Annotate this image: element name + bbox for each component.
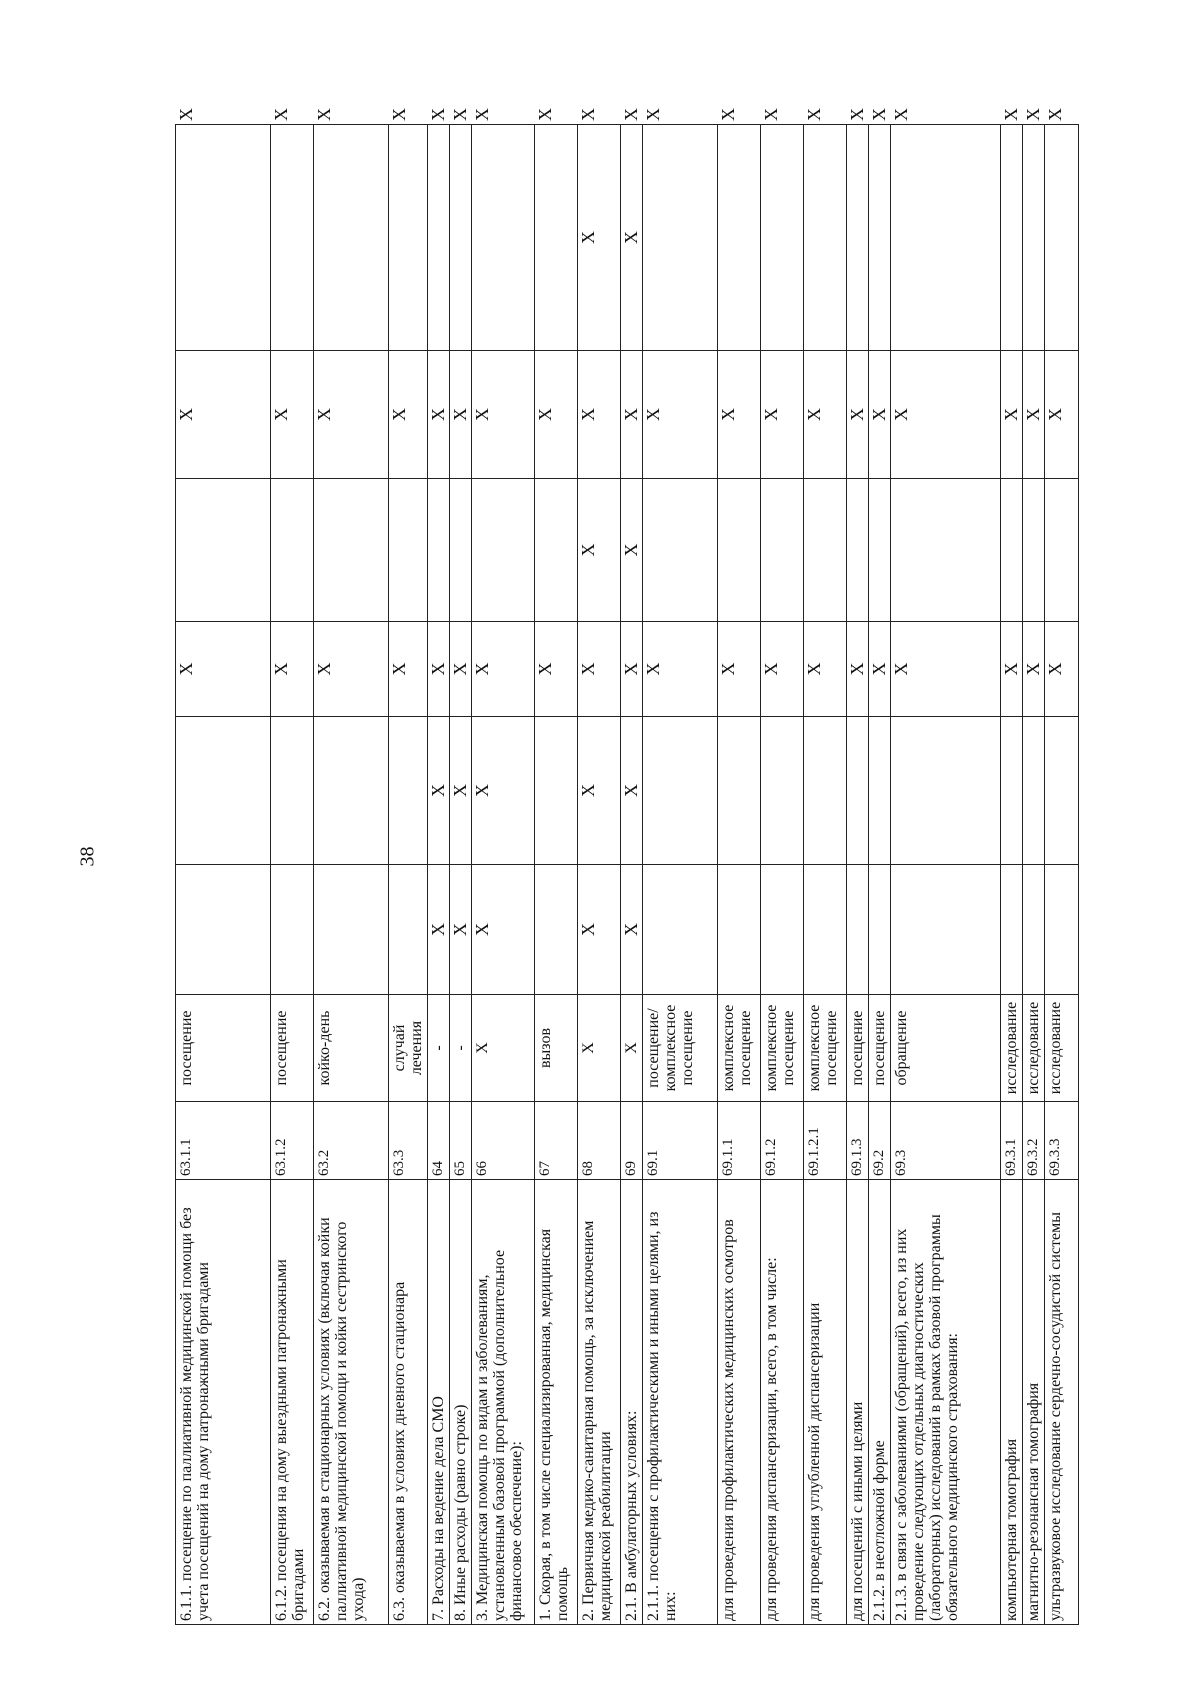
col3-cell: X: [761, 622, 804, 717]
table-row: 6.2. оказываемая в стационарных условиях (включая койки паллиативной медицинской помощи и койки сестринского ухода) 63.2 койко-день X X X: [314, 125, 389, 1625]
table-row: 3. Медицинская помощь по видам и заболеваниям, установленным базовой программой (дополнительное финансовое обеспечение): 66 X X X X X X: [472, 125, 535, 1625]
col4-cell: [450, 479, 472, 622]
col3-cell: X: [621, 622, 643, 717]
code-cell: 69.3: [891, 1102, 1001, 1180]
col3-cell: X: [869, 622, 891, 717]
col5-cell: X: [271, 351, 314, 479]
col3-cell: X: [578, 622, 621, 717]
col2-cell: [176, 717, 271, 865]
col5-cell: X: [578, 351, 621, 479]
col4-cell: [314, 479, 389, 622]
unit-cell: комплексное посещение: [804, 995, 847, 1102]
col1-cell: X: [472, 865, 535, 995]
name-cell: компьютерная томография: [1001, 1180, 1023, 1625]
col6-cell: [891, 125, 1001, 351]
col6-cell: X: [578, 125, 621, 351]
code-cell: 64: [428, 1102, 450, 1180]
col1-cell: [535, 865, 578, 995]
col1-cell: [1023, 865, 1045, 995]
code-cell: 63.1.2: [271, 1102, 314, 1180]
unit-cell: X: [621, 995, 643, 1102]
name-cell: магнитно-резонансная томография: [1023, 1180, 1045, 1625]
col4-cell: [643, 479, 718, 622]
col6-cell: [314, 125, 389, 351]
col6-cell: [389, 125, 428, 351]
col6-cell: [643, 125, 718, 351]
col5-cell: X: [450, 351, 472, 479]
col3-cell: X: [472, 622, 535, 717]
col4-cell: [535, 479, 578, 622]
col2-cell: [535, 717, 578, 865]
col2-cell: [847, 717, 869, 865]
name-cell: для проведения профилактических медицинских осмотров: [718, 1180, 761, 1625]
unit-cell: исследование: [1023, 995, 1045, 1102]
table-row: 6.1.1. посещение по паллиативной медицинской помощи без учета посещений на дому патронажными бригадами 63.1.1 посещение X X X: [176, 125, 271, 1625]
table-row: ультразвуковое исследование сердечно-сосудистой системы 69.3.3 исследование X X X: [1045, 125, 1079, 1625]
unit-cell: посещение: [176, 995, 271, 1102]
code-cell: 69.3.3: [1045, 1102, 1079, 1180]
col3-cell: X: [847, 622, 869, 717]
col5-cell: X: [761, 351, 804, 479]
col4-cell: X: [578, 479, 621, 622]
code-cell: 69.3.2: [1023, 1102, 1045, 1180]
unit-cell: исследование: [1001, 995, 1023, 1102]
col1-cell: X: [450, 865, 472, 995]
col5-cell: X: [314, 351, 389, 479]
name-cell: для проведения углубленной диспансеризации: [804, 1180, 847, 1625]
code-cell: 63.1.1: [176, 1102, 271, 1180]
col3-cell: X: [643, 622, 718, 717]
col3-cell: X: [804, 622, 847, 717]
table-row: для посещений с иными целями 69.1.3 посещение X X X: [847, 125, 869, 1625]
col3-cell: X: [1045, 622, 1079, 717]
code-cell: 69: [621, 1102, 643, 1180]
unit-cell: случай лечения: [389, 995, 428, 1102]
col5-cell: X: [389, 351, 428, 479]
col6-cell: [718, 125, 761, 351]
name-cell: ультразвуковое исследование сердечно-сосудистой системы: [1045, 1180, 1079, 1625]
col2-cell: [271, 717, 314, 865]
col5-cell: X: [535, 351, 578, 479]
rotated-table-container: [175, 108, 1080, 1625]
name-cell: для проведения диспансеризации, всего, в том числе:: [761, 1180, 804, 1625]
name-cell: 8. Иные расходы (равно строке): [450, 1180, 472, 1625]
col2-cell: [1023, 717, 1045, 865]
col3-cell: X: [891, 622, 1001, 717]
table-row: 2.1.1. посещения с профилактическими и иными целями, из них: 69.1 посещение/ комплексное посещение X X X: [643, 125, 718, 1625]
unit-cell: исследование: [1045, 995, 1079, 1102]
table-row: 8. Иные расходы (равно строке) 65 - X X X X X: [450, 125, 472, 1625]
col1-cell: X: [621, 865, 643, 995]
col2-cell: [389, 717, 428, 865]
code-cell: 69.1.1: [718, 1102, 761, 1180]
col5-cell: X: [643, 351, 718, 479]
col1-cell: X: [428, 865, 450, 995]
unit-cell: посещение/ комплексное посещение: [643, 995, 718, 1102]
col6-cell: [535, 125, 578, 351]
col6-cell: [472, 125, 535, 351]
code-cell: 66: [472, 1102, 535, 1180]
col3-cell: X: [314, 622, 389, 717]
code-cell: 63.3: [389, 1102, 428, 1180]
code-cell: 69.1.2: [761, 1102, 804, 1180]
page-number: 38: [76, 846, 99, 867]
col6-cell: [176, 125, 271, 351]
col5-cell: X: [428, 351, 450, 479]
unit-cell: X: [472, 995, 535, 1102]
table-row: 2. Первичная медико-санитарная помощь, за исключением медицинской реабилитации 68 X X X X X X X X: [578, 125, 621, 1625]
col2-cell: [869, 717, 891, 865]
col4-cell: [472, 479, 535, 622]
unit-cell: посещение: [869, 995, 891, 1102]
col5-cell: X: [869, 351, 891, 479]
code-cell: 69.2: [869, 1102, 891, 1180]
col2-cell: [1045, 717, 1079, 865]
col5-cell: X: [176, 351, 271, 479]
unit-cell: вызов: [535, 995, 578, 1102]
name-cell: 1. Скорая, в том числе специализированная, медицинская помощь: [535, 1180, 578, 1625]
col3-cell: X: [718, 622, 761, 717]
col4-cell: [761, 479, 804, 622]
col2-cell: X: [450, 717, 472, 865]
table-row: 2.1. В амбулаторных условиях: 69 X X X X X X X X: [621, 125, 643, 1625]
col3-cell: X: [450, 622, 472, 717]
code-cell: 63.2: [314, 1102, 389, 1180]
unit-cell: обращение: [891, 995, 1001, 1102]
unit-cell: -: [450, 995, 472, 1102]
col1-cell: [314, 865, 389, 995]
name-cell: 2.1.2. в неотложной форме: [869, 1180, 891, 1625]
col2-cell: X: [621, 717, 643, 865]
code-cell: 69.1.2.1: [804, 1102, 847, 1180]
unit-cell: -: [428, 995, 450, 1102]
col6-cell: [869, 125, 891, 351]
col5-cell: X: [804, 351, 847, 479]
code-cell: 69.1: [643, 1102, 718, 1180]
col3-cell: X: [271, 622, 314, 717]
col1-cell: [869, 865, 891, 995]
col4-cell: [428, 479, 450, 622]
col2-cell: [891, 717, 1001, 865]
col1-cell: [1045, 865, 1079, 995]
col2-cell: [718, 717, 761, 865]
code-cell: 69.1.3: [847, 1102, 869, 1180]
name-cell: 7. Расходы на ведение дела СМО: [428, 1180, 450, 1625]
col1-cell: [761, 865, 804, 995]
col1-cell: [389, 865, 428, 995]
col6-cell: [761, 125, 804, 351]
col4-cell: [718, 479, 761, 622]
unit-cell: койко-день: [314, 995, 389, 1102]
col5-cell: X: [472, 351, 535, 479]
col2-cell: [761, 717, 804, 865]
col2-cell: [1001, 717, 1023, 865]
col1-cell: X: [578, 865, 621, 995]
col1-cell: [891, 865, 1001, 995]
col5-cell: X: [1023, 351, 1045, 479]
col2-cell: X: [428, 717, 450, 865]
table-row: компьютерная томография 69.3.1 исследование X X X: [1001, 125, 1023, 1625]
table-row: 1. Скорая, в том числе специализированная, медицинская помощь 67 вызов X X X: [535, 125, 578, 1625]
table-row: для проведения диспансеризации, всего, в том числе: 69.1.2 комплексное посещение X X X: [761, 125, 804, 1625]
col1-cell: [718, 865, 761, 995]
table-row: 2.1.2. в неотложной форме 69.2 посещение X X X: [869, 125, 891, 1625]
col3-cell: X: [535, 622, 578, 717]
name-cell: для посещений с иными целями: [847, 1180, 869, 1625]
table-body: [176, 108, 1079, 1625]
col4-cell: [891, 479, 1001, 622]
table-row: 6.3. оказываемая в условиях дневного стационара 63.3 случай лечения X X X: [389, 125, 428, 1625]
col4-cell: [869, 479, 891, 622]
col4-cell: [389, 479, 428, 622]
unit-cell: посещение: [847, 995, 869, 1102]
col4-cell: [176, 479, 271, 622]
col6-cell: [847, 125, 869, 351]
col6-cell: [804, 125, 847, 351]
table-row: 6.1.2. посещения на дому выездными патронажными бригадами 63.1.2 посещение X X X: [271, 125, 314, 1625]
name-cell: 3. Медицинская помощь по видам и заболеваниям, установленным базовой программой (дополнительное финансовое обеспечение):: [472, 1180, 535, 1625]
col6-cell: [271, 125, 314, 351]
col6-cell: [1023, 125, 1045, 351]
col3-cell: X: [428, 622, 450, 717]
unit-cell: посещение: [271, 995, 314, 1102]
col1-cell: [847, 865, 869, 995]
name-cell: 6.1.1. посещение по паллиативной медицинской помощи без учета посещений на дому патронажными бригадами: [176, 1180, 271, 1625]
name-cell: 2.1.1. посещения с профилактическими и иными целями, из них:: [643, 1180, 718, 1625]
col5-cell: X: [1001, 351, 1023, 479]
col3-cell: X: [1001, 622, 1023, 717]
col2-cell: [643, 717, 718, 865]
col4-cell: [271, 479, 314, 622]
code-cell: 65: [450, 1102, 472, 1180]
table-row: 7. Расходы на ведение дела СМО 64 - X X X X X: [428, 125, 450, 1625]
name-cell: 6.1.2. посещения на дому выездными патронажными бригадами: [271, 1180, 314, 1625]
code-cell: 69.3.1: [1001, 1102, 1023, 1180]
name-cell: 6.2. оказываемая в стационарных условиях (включая койки паллиативной медицинской помощи и койки сестринского ухода): [314, 1180, 389, 1625]
col3-cell: X: [176, 622, 271, 717]
col6-cell: [428, 125, 450, 351]
col1-cell: [176, 865, 271, 995]
code-cell: 68: [578, 1102, 621, 1180]
unit-cell: комплексное посещение: [761, 995, 804, 1102]
name-cell: 6.3. оказываемая в условиях дневного стационара: [389, 1180, 428, 1625]
table-row: магнитно-резонансная томография 69.3.2 исследование X X X: [1023, 125, 1045, 1625]
table-row: для проведения профилактических медицинских осмотров 69.1.1 комплексное посещение X X X: [718, 125, 761, 1625]
col1-cell: [643, 865, 718, 995]
code-cell: 67: [535, 1102, 578, 1180]
name-cell: 2.1. В амбулаторных условиях:: [621, 1180, 643, 1625]
col5-cell: X: [621, 351, 643, 479]
col2-cell: X: [472, 717, 535, 865]
col6-cell: [1001, 125, 1023, 351]
col2-cell: [314, 717, 389, 865]
col4-cell: [1001, 479, 1023, 622]
name-cell: 2.1.3. в связи с заболеваниями (обращений), всего, из них проведение следующих отдельных диагностических (лабораторных) исследований в рамках базовой программы обязательного медицинского страхования:: [891, 1180, 1001, 1625]
col1-cell: [804, 865, 847, 995]
col4-cell: [1023, 479, 1045, 622]
col6-cell: [450, 125, 472, 351]
col5-cell: X: [718, 351, 761, 479]
col6-cell: X: [621, 125, 643, 351]
col6-cell: [1045, 125, 1079, 351]
col1-cell: [1001, 865, 1023, 995]
col2-cell: X: [578, 717, 621, 865]
table-row: для проведения углубленной диспансеризации 69.1.2.1 комплексное посещение X X X: [804, 125, 847, 1625]
col4-cell: [847, 479, 869, 622]
col5-cell: X: [1045, 351, 1079, 479]
col5-cell: X: [891, 351, 1001, 479]
table-row: 2.1.3. в связи с заболеваниями (обращений), всего, из них проведение следующих отдельных диагностических (лабораторных) исследований в рамках базовой программы обязательного медицинского страхования: 69.3 обращение X X X: [891, 125, 1001, 1625]
col4-cell: [804, 479, 847, 622]
unit-cell: комплексное посещение: [718, 995, 761, 1102]
col3-cell: X: [389, 622, 428, 717]
col4-cell: [1045, 479, 1079, 622]
data-table: [175, 108, 1079, 1625]
unit-cell: X: [578, 995, 621, 1102]
col3-cell: X: [1023, 622, 1045, 717]
col5-cell: X: [847, 351, 869, 479]
col1-cell: [271, 865, 314, 995]
col4-cell: X: [621, 479, 643, 622]
col2-cell: [804, 717, 847, 865]
name-cell: 2. Первичная медико-санитарная помощь, за исключением медицинской реабилитации: [578, 1180, 621, 1625]
